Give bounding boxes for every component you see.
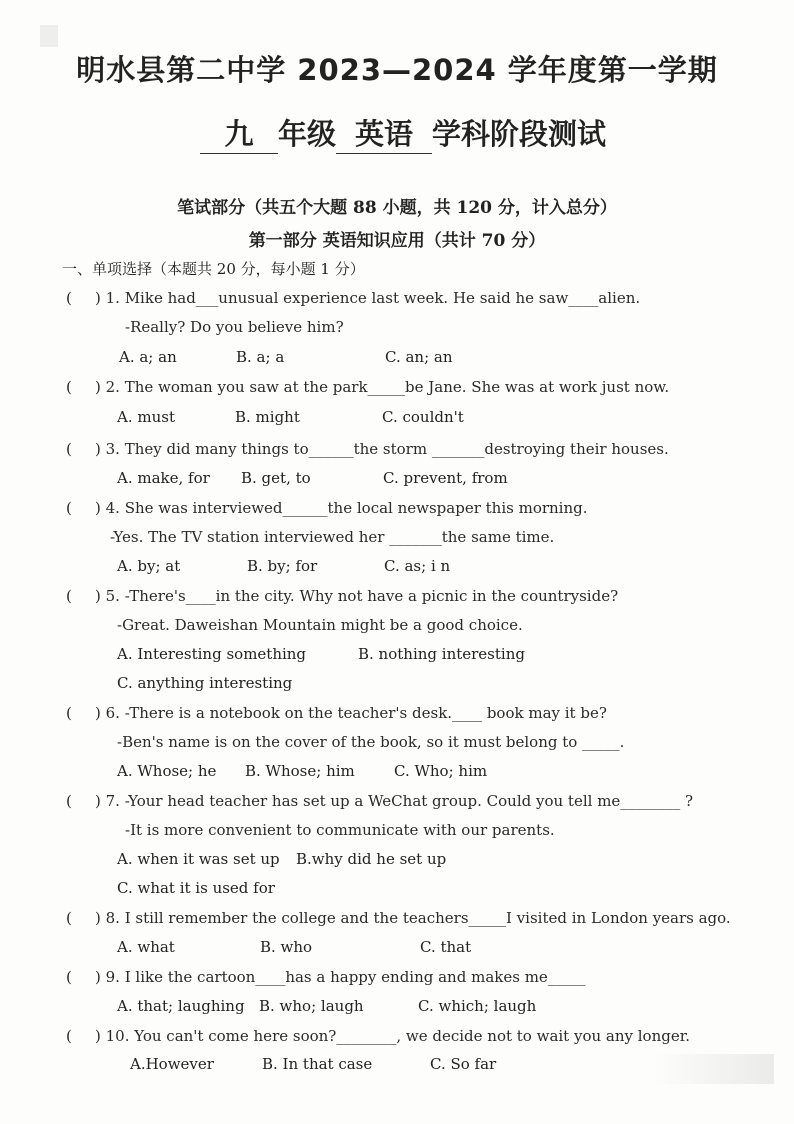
question-stem: ) 3. They did many things to______the storm _______destroying their houses. [95,440,669,458]
option-c: C. Who; him [394,762,488,780]
option-c: C. anything interesting [117,674,293,692]
option-b: B. who; laugh [259,997,364,1015]
question-dialogue: -Ben's name is on the cover of the book, so it must belong to _____. [117,733,625,751]
option-c: C. as; i n [384,557,451,575]
option-b: B. who [260,938,313,956]
question-stem: ) 9. I like the cartoon____has a happy ending and makes me_____ [95,968,586,986]
option-a: A. a; an [119,348,177,366]
option-b: B. by; for [247,557,318,575]
answer-paren: ( [66,440,72,458]
answer-paren: ( [66,968,72,986]
option-b: B. get, to [241,469,311,487]
option-a: A. when it was set up [117,850,280,868]
question-stem: ) 1. Mike had___unusual experience last week. He said he saw____alien. [95,289,641,307]
option-b: B. nothing interesting [358,645,525,663]
answer-paren: ( [66,289,72,307]
option-a: A. Interesting something [117,645,307,663]
option-c: C. an; an [385,348,453,366]
option-a: A. that; laughing [117,997,245,1015]
answer-paren: ( [66,792,72,810]
exam-title: 明水县第二中学 2023—2024 学年度第一学期 [76,53,718,87]
option-c: C. which; laugh [418,997,537,1015]
scan-smudge [654,1054,774,1084]
option-c: C. that [420,938,472,956]
option-b: B. might [235,408,300,426]
option-a: A. must [117,408,175,426]
option-b: B. In that case [262,1055,373,1073]
scan-corner-mark [40,25,58,47]
question-stem: ) 8. I still remember the college and the teachers_____I visited in London years ago. [95,909,731,927]
question-stem: ) 6. -There is a notebook on the teacher's desk.____ book may it be? [95,704,607,722]
option-a: A. Whose; he [117,762,217,780]
answer-paren: ( [66,378,72,396]
option-b: B.why did he set up [296,850,447,868]
option-a: A. make, for [117,469,210,487]
option-a: A. by; at [117,557,181,575]
section1-heading: 一、单项选择（本题共 20 分，每小题 1 分） [62,260,365,278]
answer-paren: ( [66,1027,72,1045]
question-stem: ) 4. She was interviewed______the local newspaper this morning. [95,499,588,517]
question-stem: ) 2. The woman you saw at the park_____be Jane. She was at work just now. [95,378,670,396]
answer-paren: ( [66,587,72,605]
option-a: A. what [117,938,175,956]
grade-blank: 九 [200,112,278,154]
exam-subtitle [200,112,606,152]
option-c: C. couldn't [382,408,464,426]
option-c: C. what it is used for [117,879,275,897]
option-c: C. prevent, from [383,469,508,487]
question-dialogue: -It is more convenient to communicate with our parents. [125,821,555,839]
question-stem: ) 10. You can't come here soon?________, we decide not to wait you any longer. [95,1027,691,1045]
written-part-heading: 笔试部分（共五个大题 88 小题，共 120 分，计入总分） [177,198,617,218]
option-b: B. a; a [236,348,285,366]
grade-suffix: 年级 [278,117,337,151]
answer-paren: ( [66,499,72,517]
question-dialogue: -Really? Do you believe him? [125,318,344,336]
question-stem: ) 7. -Your head teacher has set up a WeChat group. Could you tell me________ ? [95,792,694,810]
part1-heading: 第一部分 英语知识应用（共计 70 分） [248,231,546,251]
question-dialogue: -Great. Daweishan Mountain might be a good choice. [117,616,523,634]
question-stem: ) 5. -There's____in the city. Why not have a picnic in the countryside? [95,587,619,605]
answer-paren: ( [66,704,72,722]
subject-blank: 英语 [336,112,432,154]
option-b: B. Whose; him [245,762,355,780]
answer-paren: ( [66,909,72,927]
option-c: C. So far [430,1055,497,1073]
question-dialogue: -Yes. The TV station interviewed her _______the same time. [110,528,555,546]
test-name: 学科阶段测试 [432,117,607,151]
option-a: A.However [130,1055,214,1073]
